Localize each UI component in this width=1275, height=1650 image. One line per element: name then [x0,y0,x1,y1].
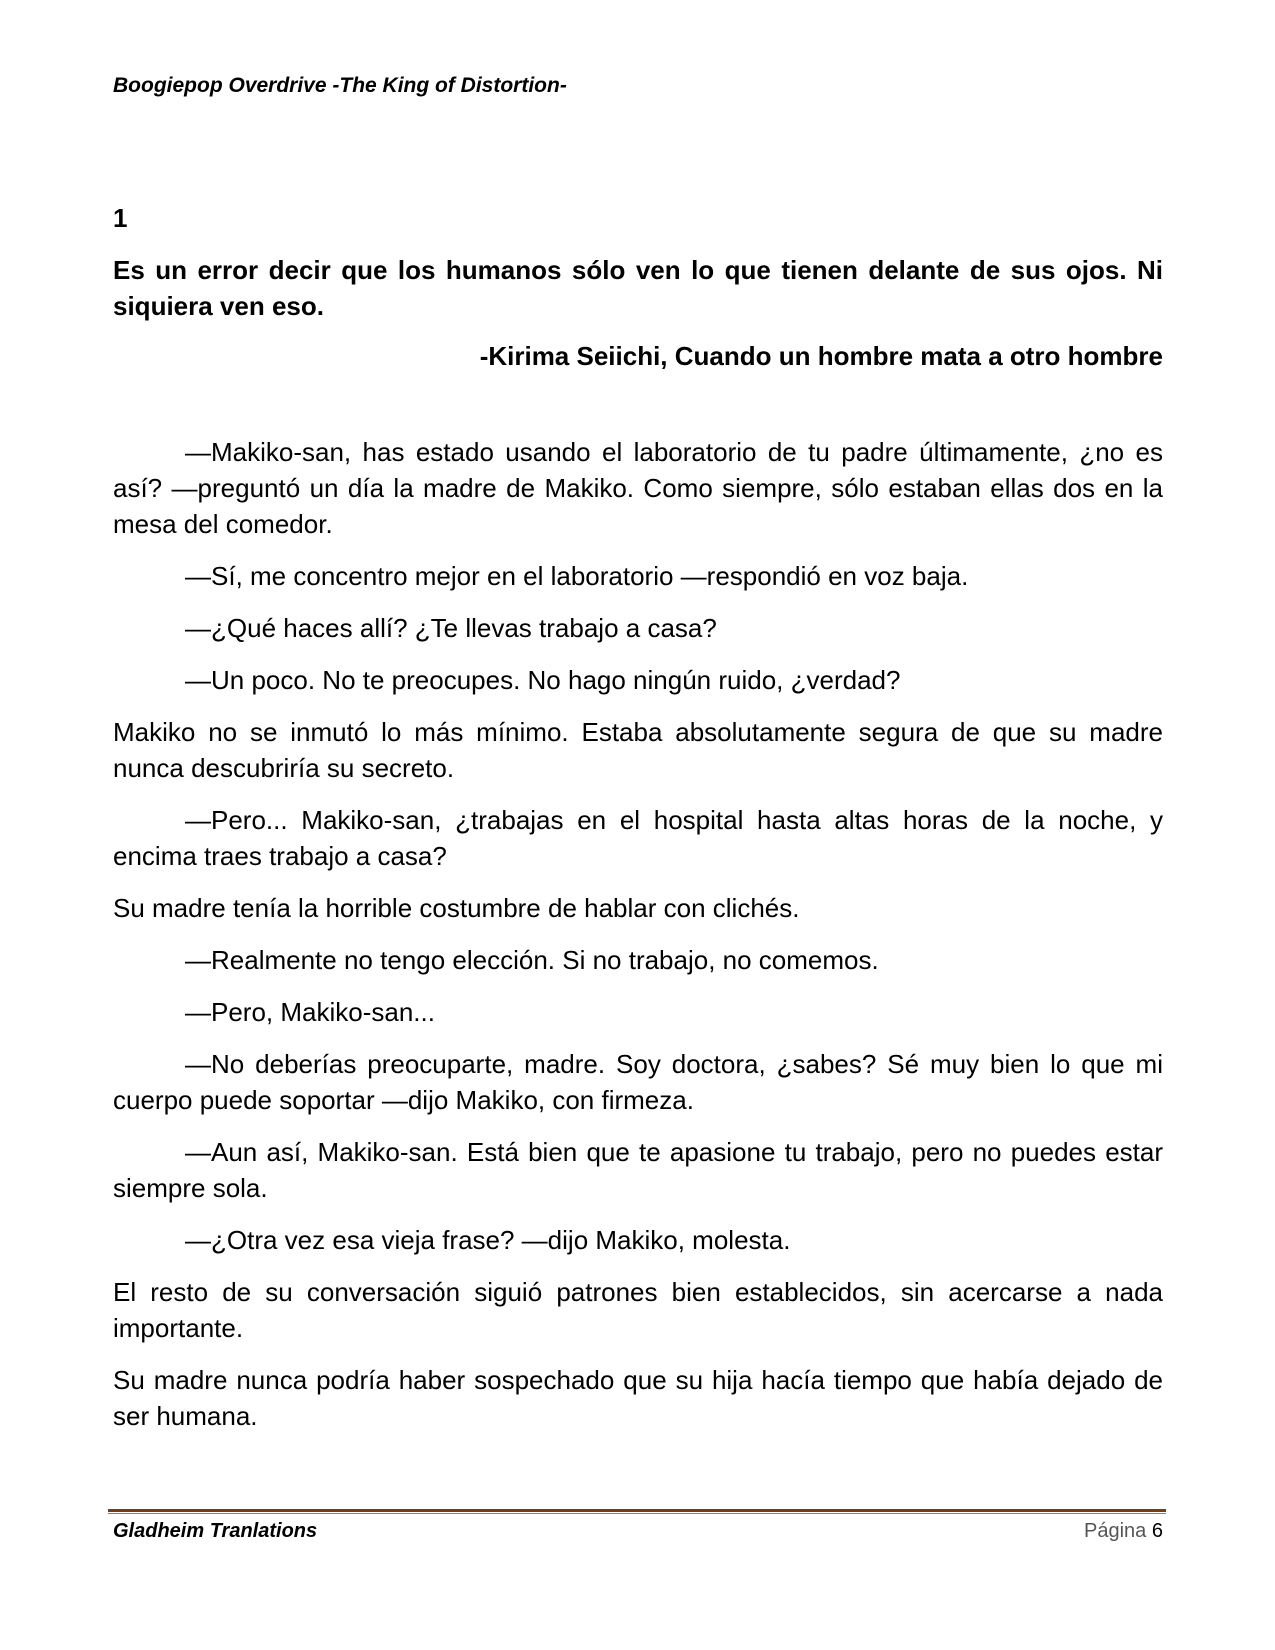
page-number: 6 [1151,1520,1163,1542]
paragraph: —¿Qué haces allí? ¿Te llevas trabajo a casa? [185,613,717,643]
page-label: Página [1084,1520,1147,1542]
paragraph: El resto de su conversación siguió patrones bien establecidos, sin acercarse a nada importante. [113,1277,1163,1343]
footer-divider [108,1509,1166,1514]
paragraph: —¿Otra vez esa vieja frase? —dijo Makiko, molesta. [185,1225,791,1255]
paragraph: —Realmente no tengo elección. Si no trabajo, no comemos. [185,945,879,975]
page-number-label [1084,1520,1163,1543]
paragraph: —Aun así, Makiko-san. Está bien que te apasione tu trabajo, pero no puedes estar siempre sola. [113,1137,1163,1203]
chapter-number: 1 [113,203,128,233]
epigraph-quote: Es un error decir que los humanos sólo ven lo que tienen delante de sus ojos. Ni siquiera ven eso. [113,255,1163,321]
paragraph: Makiko no se inmutó lo más mínimo. Estaba absolutamente segura de que su madre nunca descubriría su secreto. [113,717,1163,783]
paragraph: —Makiko-san, has estado usando el laboratorio de tu padre últimamente, ¿no es así? —preguntó un día la madre de Makiko. Como siempre, sólo estaban ellas dos en la mesa del comedor. [113,437,1163,539]
paragraph: Su madre tenía la horrible costumbre de hablar con clichés. [113,893,800,923]
paragraph: —Un poco. No te preocupes. No hago ningún ruido, ¿verdad? [185,665,901,695]
paragraph: —Sí, me concentro mejor en el laboratorio —respondió en voz baja. [185,561,969,591]
paragraph: —No deberías preocuparte, madre. Soy doctora, ¿sabes? Sé muy bien lo que mi cuerpo puede soportar —dijo Makiko, con firmeza. [113,1049,1163,1115]
paragraph: Su madre nunca podría haber sospechado que su hija hacía tiempo que había dejado de ser humana. [113,1365,1163,1431]
page-content [113,200,1163,1450]
paragraph: —Pero... Makiko-san, ¿trabajas en el hospital hasta altas horas de la noche, y encima traes trabajo a casa? [113,805,1163,871]
epigraph-attribution: -Kirima Seiichi, Cuando un hombre mata a otro hombre [479,341,1163,371]
paragraph: —Pero, Makiko-san... [185,997,435,1027]
footer-publisher: Gladheim Tranlations [113,1520,318,1542]
body-text [113,434,1163,1434]
running-header-title: Boogiepop Overdrive -The King of Distortion- [113,74,567,97]
